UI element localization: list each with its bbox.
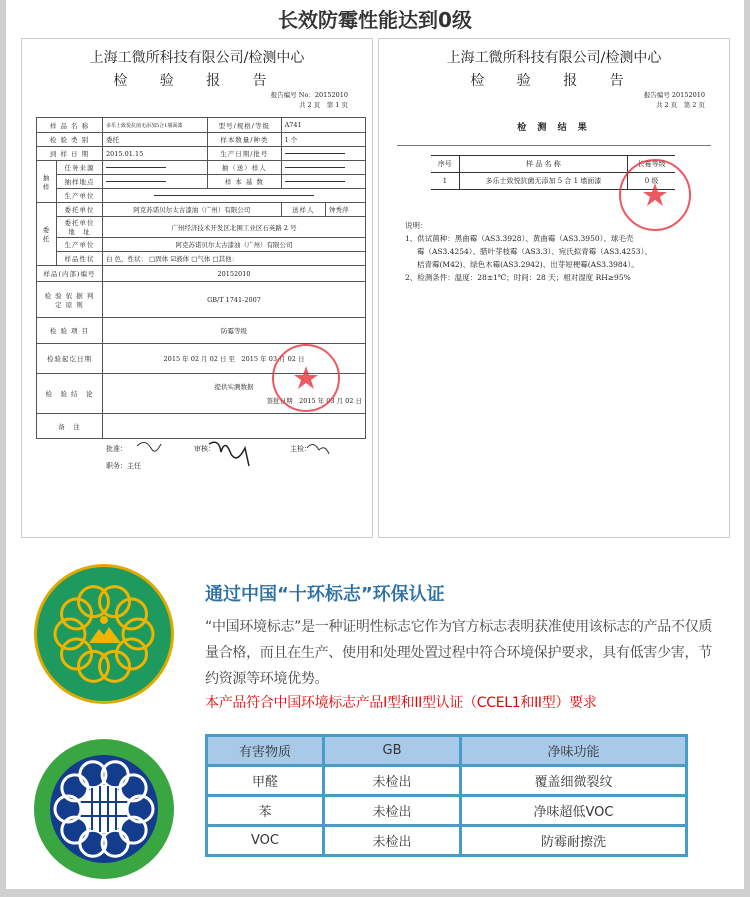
label: 样 品 名 称 xyxy=(37,118,103,133)
divider xyxy=(397,145,711,146)
report-number: 报告编号 20152010 xyxy=(643,91,705,99)
label: 检 验 项 目 xyxy=(37,318,103,344)
header-cell: 长霉等级 xyxy=(628,156,675,173)
hazard-table xyxy=(205,734,688,857)
note-line: 桔青霉(M42)、绿色木霉(AS3.2942)、出芽短梗霉(AS3.3984）。 xyxy=(417,260,639,269)
cert-compliance-note: 本产品符合中国环境标志产品I型和II型认证（CCEL1和II型）要求 xyxy=(205,695,597,711)
page-edge-left xyxy=(0,0,6,897)
note-line: 1、供试菌种：黑曲霉（AS3.3928）、黄曲霉（AS3.3950）、球毛壳 xyxy=(405,234,634,243)
label: 样品(内部)编号 xyxy=(37,266,103,282)
china-environment-label-type2-logo xyxy=(33,738,175,880)
label: 生产单位 xyxy=(57,189,103,203)
company-name: 上海工微所科技有限公司/检测中心 xyxy=(446,50,662,66)
inspector-label: 主检： xyxy=(290,445,311,453)
cell: 1 xyxy=(431,173,459,190)
producer: 阿克苏诺贝尔太古漆油（广州）有限公司 xyxy=(103,238,366,252)
cell: VOC xyxy=(208,827,322,854)
label: 样品性状 xyxy=(57,252,103,266)
position-label: 职务：主任 xyxy=(106,462,141,470)
sample-state: 白 色，性状： □固体 ☑液体 □气体 □其他： xyxy=(103,252,366,266)
label: 任务来源 xyxy=(57,161,103,175)
label: 型号/规格/等级 xyxy=(208,118,282,133)
header-cell: 样 品 名 称 xyxy=(459,156,628,173)
review-label: 审核： xyxy=(194,445,215,453)
cell: 未检出 xyxy=(325,797,459,824)
label: 样 本 基 数 xyxy=(208,175,282,189)
report-title: 检 验 报 告 xyxy=(113,73,281,89)
red-seal-stamp xyxy=(270,342,342,414)
header-cell: GB xyxy=(325,737,459,764)
label: 检 验 依 据 判 定 原 则 xyxy=(37,282,103,318)
client: 阿克苏诺贝尔太古漆油（广州）有限公司 xyxy=(103,203,282,217)
label: 送样人 xyxy=(281,203,325,217)
label: 检验起讫日期 xyxy=(37,344,103,374)
arrival-date: 2015.01.15 xyxy=(103,147,208,161)
cell: 防霉耐擦洗 xyxy=(462,827,685,854)
cell: 净味超低VOC xyxy=(462,797,685,824)
label: 检 验 类 别 xyxy=(37,133,103,147)
test-period: 2015 年 02 月 02 日 至 2015 年 03 月 02 日 xyxy=(103,344,366,374)
label: 抽样地点 xyxy=(57,175,103,189)
cell: 苯 xyxy=(208,797,322,824)
signatures xyxy=(127,434,377,479)
label: 生产日期/批号 xyxy=(208,147,282,161)
section-title: 检 测 结 果 xyxy=(517,123,591,133)
note-line: 2、检测条件：温度：28±1℃；时间：28 天；相对湿度 RH≥95% xyxy=(405,273,631,282)
cell: 未检出 xyxy=(325,827,459,854)
report-number: 报告编号 No：20152010 xyxy=(270,91,348,99)
cell: 未检出 xyxy=(325,767,459,794)
china-environmental-label-logo xyxy=(33,563,175,705)
qty: 1 个 xyxy=(281,133,365,147)
page-title: 长效防霉性能达到0级 xyxy=(278,8,472,32)
label: 检 验 结 论 xyxy=(37,374,103,414)
label: 抽（送）样人 xyxy=(208,161,282,175)
test-item: 防霉等级 xyxy=(103,318,366,344)
group-label: 委 托 xyxy=(37,203,57,266)
header-cell: 净味功能 xyxy=(462,737,685,764)
page-count: 共 2 页 第 1 页 xyxy=(298,101,348,109)
approve-label: 批准： xyxy=(106,445,127,453)
label: 到 样 日 期 xyxy=(37,147,103,161)
page-bottom-bar xyxy=(0,889,750,897)
cell: 甲醛 xyxy=(208,767,322,794)
header-cell: 序号 xyxy=(431,156,459,173)
cell: 多乐士致悦抗菌无添加 5 合 1 墙面漆 xyxy=(459,173,628,190)
address: 广州经济技术开发区北围工业区石英路 2 号 xyxy=(103,217,366,238)
label: 委托单位 xyxy=(57,203,103,217)
header-cell: 有害物质 xyxy=(208,737,322,764)
red-seal-stamp xyxy=(617,157,693,233)
notes-title: 说明： xyxy=(405,221,428,230)
note-line: 霉（AS3.4254）、腊叶芽枝霉（AS3.3）、宛氏拟青霉（AS3.4253）、 xyxy=(417,247,652,256)
cert-paragraph: “中国环境标志”是一种证明性标志它作为官方标志表明获准使用该标志的产品不仅质量合格，而且在生产、使用和处理处置过程中符合环境保护要求，具有低害少害，节约资源等环境优势。 xyxy=(205,619,713,687)
basis: GB/T 1741-2007 xyxy=(103,282,366,318)
group-label: 抽 样 xyxy=(37,161,57,203)
sign-date: 签批日期 2015 年 03 月 02 日 xyxy=(266,396,362,405)
category: 委托 xyxy=(103,133,208,147)
report-title: 检 验 报 告 xyxy=(470,73,638,89)
label: 生产单位 xyxy=(57,238,103,252)
label: 委托单位 地 址 xyxy=(57,217,103,238)
page-edge-right xyxy=(744,0,750,897)
sender: 钟秀萍 xyxy=(326,203,366,217)
company-name: 上海工微所科技有限公司/检测中心 xyxy=(89,50,305,66)
report-page-1 xyxy=(21,38,373,538)
conclusion: 提供实测数据 xyxy=(214,382,254,391)
model: A741 xyxy=(281,118,365,133)
page-count: 共 2 页 第 2 页 xyxy=(655,101,705,109)
sample-name: 多乐士致悦抗菌无添加5合1墙面漆 xyxy=(103,118,208,133)
cell: 覆盖细微裂纹 xyxy=(462,767,685,794)
label: 样本数量/种类 xyxy=(208,133,282,147)
cell: 0 级 xyxy=(628,173,675,190)
label: 备 注 xyxy=(37,414,103,439)
report-page-2 xyxy=(378,38,730,538)
internal-no: 20152010 xyxy=(103,266,366,282)
cert-heading: 通过中国“十环标志”环保认证 xyxy=(205,584,445,605)
